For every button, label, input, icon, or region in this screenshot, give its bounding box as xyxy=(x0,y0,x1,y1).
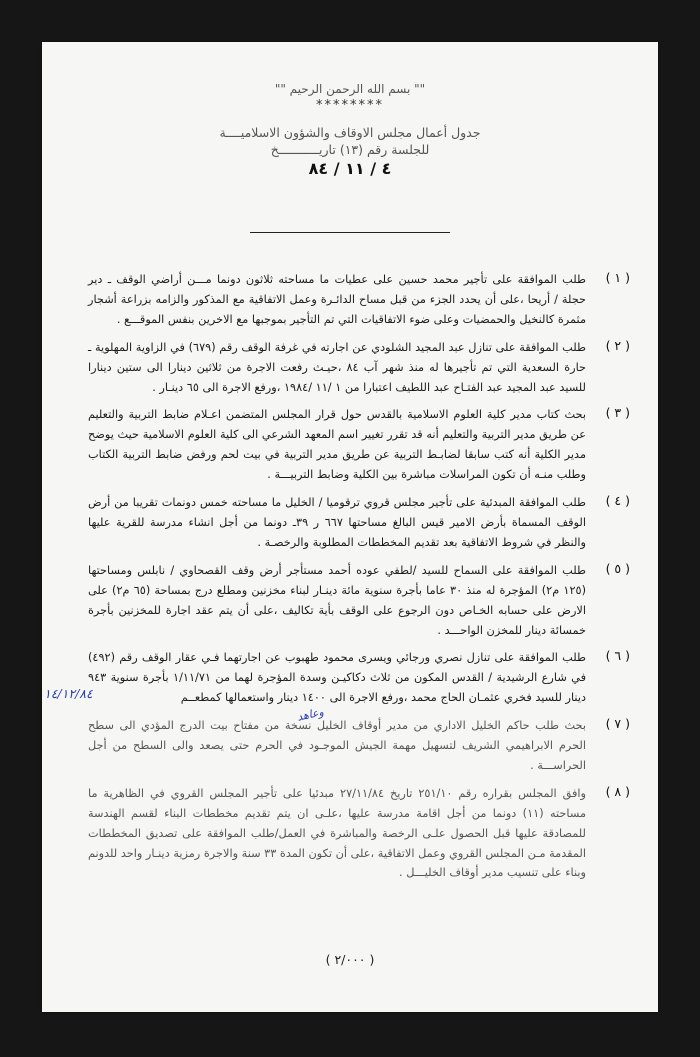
header-rule xyxy=(250,232,450,233)
agenda-title: جدول أعمال مجلس الاوقاف والشؤون الاسلاميــــة xyxy=(219,125,481,140)
item-number: ( ٦ ) xyxy=(605,648,630,664)
item-number: ( ١ ) xyxy=(605,270,630,285)
agenda-items xyxy=(44,270,630,891)
item-text: طلب الموافقة على تنازل نصري ورجائي ويسرى محمود طهبوب عن اجارتهما فـي عقار الوقف رقم (٤٩٢) في شارع الرشيدية / القدس المكون من ثلاث دكاكيـن وسدة المؤجرة لهما من ١/١١/٧١ بأجرة سنوية ٩٤٣ دينار للسيد فخري عثمـان الحاج محمد ،ورفع الاجرة الى ١٤٠٠ دينار واستعمالها كمطعــم xyxy=(88,651,586,705)
item-text: بحث كتاب مدير كلية العلوم الاسلامية بالقدس حول قرار المجلس المتضمن اعـلام ضابط التربية والتعليم عن طريق مدير التربية والتعليم أنه قد تقرر تغيير اسم المعهد الشرعي الى كلية العلوم الاسلامية حيث يوضح مدير الكلية أنه كتب سابقا لضابـط التربية عن طريق مدير التربية في بيت لحم ورفض ضابط التربية الكتاب وطلب منـه أن تكون المراسلات مباشرة بين الكلية وضابط التربيـــة . xyxy=(88,408,586,482)
agenda-item-2 xyxy=(88,338,630,398)
agenda-item-4 xyxy=(88,493,630,553)
star-separator: ******** xyxy=(316,98,384,113)
agenda-item-7 xyxy=(88,716,630,776)
page-number: ( ٢/٠٠٠ ) xyxy=(325,952,375,967)
agenda-item-6 xyxy=(44,648,630,708)
item-number: ( ٤ ) xyxy=(605,493,630,509)
basmala: "" بسم الله الرحمن الرحيم "" xyxy=(274,82,426,96)
item-text: طلب الموافقة على السماح للسيد /لطفي عوده أحمد مستأجر أرض وقف القصحاوي / نابلس ومساحتها (١٢٥ م٢) المؤجرة له منذ ٣٠ عاما بأجرة سنوية مائة دينـار لبناء مخزنين ومطلع درج بمساحة (٦٥ م٢) على الارض على حسابه الخـاص دون الرجوع على الوقف بأية تكاليف ،على أن يتم عقد اجارة للمخزنين بأجرة خمسائة دينار للمخزن الواحـــد . xyxy=(88,563,587,637)
item-text: طلب الموافقة المبدئية على تأجير مجلس قروي ترقوميا / الخليل ما مساحته خمس دونمات تقريبا من أرض الوقف المسماة بأرض الامير قيس البالغ مساحتها ٦٦٧ ر ٣٩ـ دونما من أجل انشاء مدرسة للقرية عليها والنظر في شروط الاتفاقية بعد تقديم المخططات المطلوبة والرخصـة . xyxy=(88,496,586,549)
handwritten-name-note: وعاهد xyxy=(295,705,325,724)
document-page xyxy=(42,42,658,1012)
document-header xyxy=(42,82,658,178)
item-number: ( ٧ ) xyxy=(605,716,630,732)
item-text: وافق المجلس بقراره رقم ٢٥١/١٠ تاريخ ٢٧/١١/٨٤ مبدئيا على تأجير المجلس القروي في الظاهرية ما مساحته (١١) دونما من أجل اقامة مدرسة عليها ،علـى ان يتم تقديم مخططات البناء لقسم الهندسة للمصادقة عليها قبل الحصول علـى الرخصة والمباشرة في العمل/طلب الموافقة على تصديق المخططات المقدمة مـن المجلس القروي وعمل الاتفاقية ،على أن تكون المدة ٣٣ سنة والاجرة رمزية دينـار واحد للدونم وبناء على تنسيب مدير أوقاف الخليـــل . xyxy=(88,786,586,880)
item-text: طلب الموافقة على تنازل عبد المجيد الشلودي عن اجارته في غرفة الوقف رقم (٦٧٩) في الزاوية المهلوية ـ حارة السعدية التي تم تأجيرها له منذ شهر آب ٨٤ ،حيـث رفعت الاجرة من ثلاثين دينارا الى ستين دينارا للسيد عبد المجيد عبد الفتـاح عبد اللطيف اعتبارا من ١ /١١ /١٩٨٤ ،ورفع الاجرة الى ٦٥ دينـار . xyxy=(88,340,586,394)
session-date: ٤ / ١١ / ٨٤ xyxy=(308,159,392,178)
item-number: ( ٢ ) xyxy=(605,337,630,353)
session-line: للجلسة رقم (١٣) تاريـــــــــــخ xyxy=(270,142,430,157)
item-number: ( ٨ ) xyxy=(605,783,630,799)
item-text: طلب الموافقة على تأجير محمد حسين على عطيات ما مساحته ثلاثون دونما مـــن أراضي الوقف ـ دير حجلة / أريحا ،على أن يحدد الجزء من قبل مساح الدائـرة وعمل الاتفاقية مع المذكور والزامه بزراعة أشجار مثمرة كالنخيل والحمضيات وعلى ضوء الاتفاقيات التي تم التأجير بموجبها مع الاخرين بنفس الموقـــع . xyxy=(88,273,586,326)
agenda-item-5 xyxy=(88,561,630,641)
agenda-item-8 xyxy=(88,784,630,884)
item-number: ( ٥ ) xyxy=(605,560,630,576)
item-text: بحث طلب حاكم الخليل الاداري من مدير أوقاف الخليل نسخة من مفتاح بيت الدرج المؤدي الى سطح الحرم الابراهيمي الشريف لتسهيل مهمة الجيش الموجـود في الحرم حتى يصعد والى السطح من أجل الحراســـة . xyxy=(88,719,586,772)
agenda-item-1 xyxy=(88,270,630,330)
item-number: ( ٣ ) xyxy=(605,405,630,421)
agenda-item-3 xyxy=(88,405,630,485)
handwritten-date-note: ١٤/١٢/٨٤ xyxy=(44,686,93,702)
